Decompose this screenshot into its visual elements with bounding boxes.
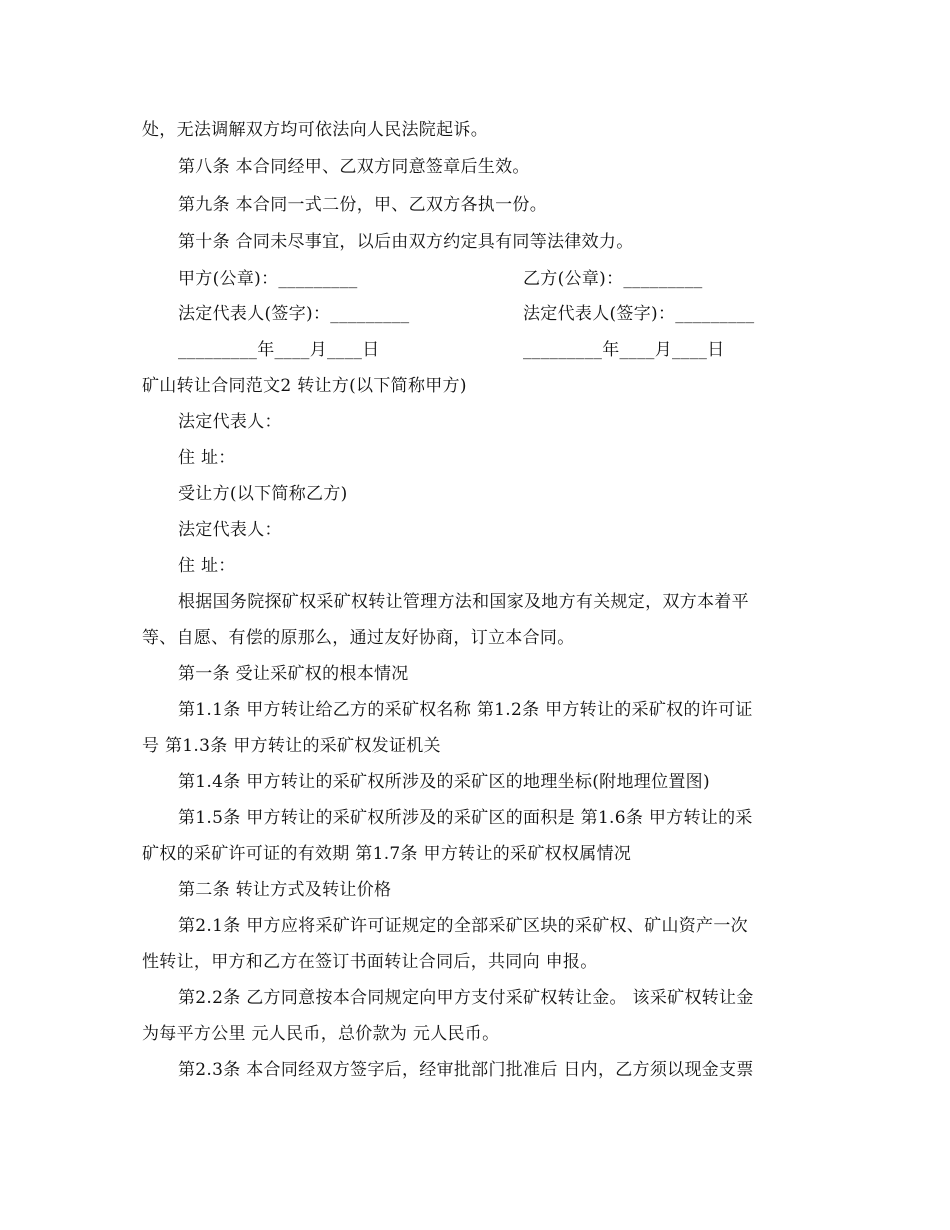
article-1-heading: 第一条 受让采矿权的根本情况 xyxy=(178,664,409,684)
paragraph-line: 根据国务院探矿权采矿权转让管理方法和国家及地方有关规定，双方本着平 xyxy=(178,592,749,612)
party-a-date: _________年____月____日 xyxy=(178,340,380,360)
paragraph-line: 第1.4条 甲方转让的采矿权所涉及的采矿区的地理坐标(附地理位置图) xyxy=(178,772,710,792)
paragraph-line: 法定代表人： xyxy=(178,412,282,432)
paragraph-line: 等、自愿、有偿的原那么，通过友好协商，订立本合同。 xyxy=(142,628,575,648)
article-2-heading: 第二条 转让方式及转让价格 xyxy=(178,880,392,900)
paragraph-line: 为每平方公里 元人民币，总价款为 元人民币。 xyxy=(142,1024,500,1044)
party-b-representative: 法定代表人(签字)：_________ xyxy=(523,304,755,324)
party-b-date: _________年____月____日 xyxy=(523,340,725,360)
party-a-representative: 法定代表人(签字)：_________ xyxy=(178,304,410,324)
paragraph-line: 矿权的采矿许可证的有效期 第1.7条 甲方转让的采矿权权属情况 xyxy=(142,844,632,864)
paragraph-line: 处，无法调解双方均可依法向人民法院起诉。 xyxy=(142,120,488,140)
article-8: 第八条 本合同经甲、乙双方同意签章后生效。 xyxy=(178,157,530,177)
paragraph-line: 住 址： xyxy=(178,448,236,468)
paragraph-line: 第2.3条 本合同经双方签字后，经审批部门批准后 日内，乙方须以现金支票 xyxy=(178,1060,754,1080)
paragraph-line: 第1.1条 甲方转让给乙方的采矿权名称 第1.2条 甲方转让的采矿权的许可证 xyxy=(178,700,753,720)
paragraph-line: 性转让，甲方和乙方在签订书面转让合同后，共同向 申报。 xyxy=(142,952,598,972)
contract-2-heading: 矿山转让合同范文2 转让方(以下简称甲方) xyxy=(142,376,467,396)
paragraph-line: 号 第1.3条 甲方转让的采矿权发证机关 xyxy=(142,736,441,756)
paragraph-line: 法定代表人： xyxy=(178,520,282,540)
party-b-seal: 乙方(公章)：_________ xyxy=(523,269,703,289)
paragraph-line: 受让方(以下简称乙方) xyxy=(178,484,348,504)
article-9: 第九条 本合同一式二份，甲、乙双方各执一份。 xyxy=(178,195,548,215)
article-10: 第十条 合同未尽事宜，以后由双方约定具有同等法律效力。 xyxy=(178,232,634,252)
paragraph-line: 第1.5条 甲方转让的采矿权所涉及的采矿区的面积是 第1.6条 甲方转让的采 xyxy=(178,808,753,828)
paragraph-line: 第2.1条 甲方应将采矿许可证规定的全部采矿区块的采矿权、矿山资产一次 xyxy=(178,916,748,936)
paragraph-line: 第2.2条 乙方同意按本合同规定向甲方支付采矿权转让金。 该采矿权转让金 xyxy=(178,988,754,1008)
paragraph-line: 住 址： xyxy=(178,556,236,576)
party-a-seal: 甲方(公章)：_________ xyxy=(178,269,358,289)
